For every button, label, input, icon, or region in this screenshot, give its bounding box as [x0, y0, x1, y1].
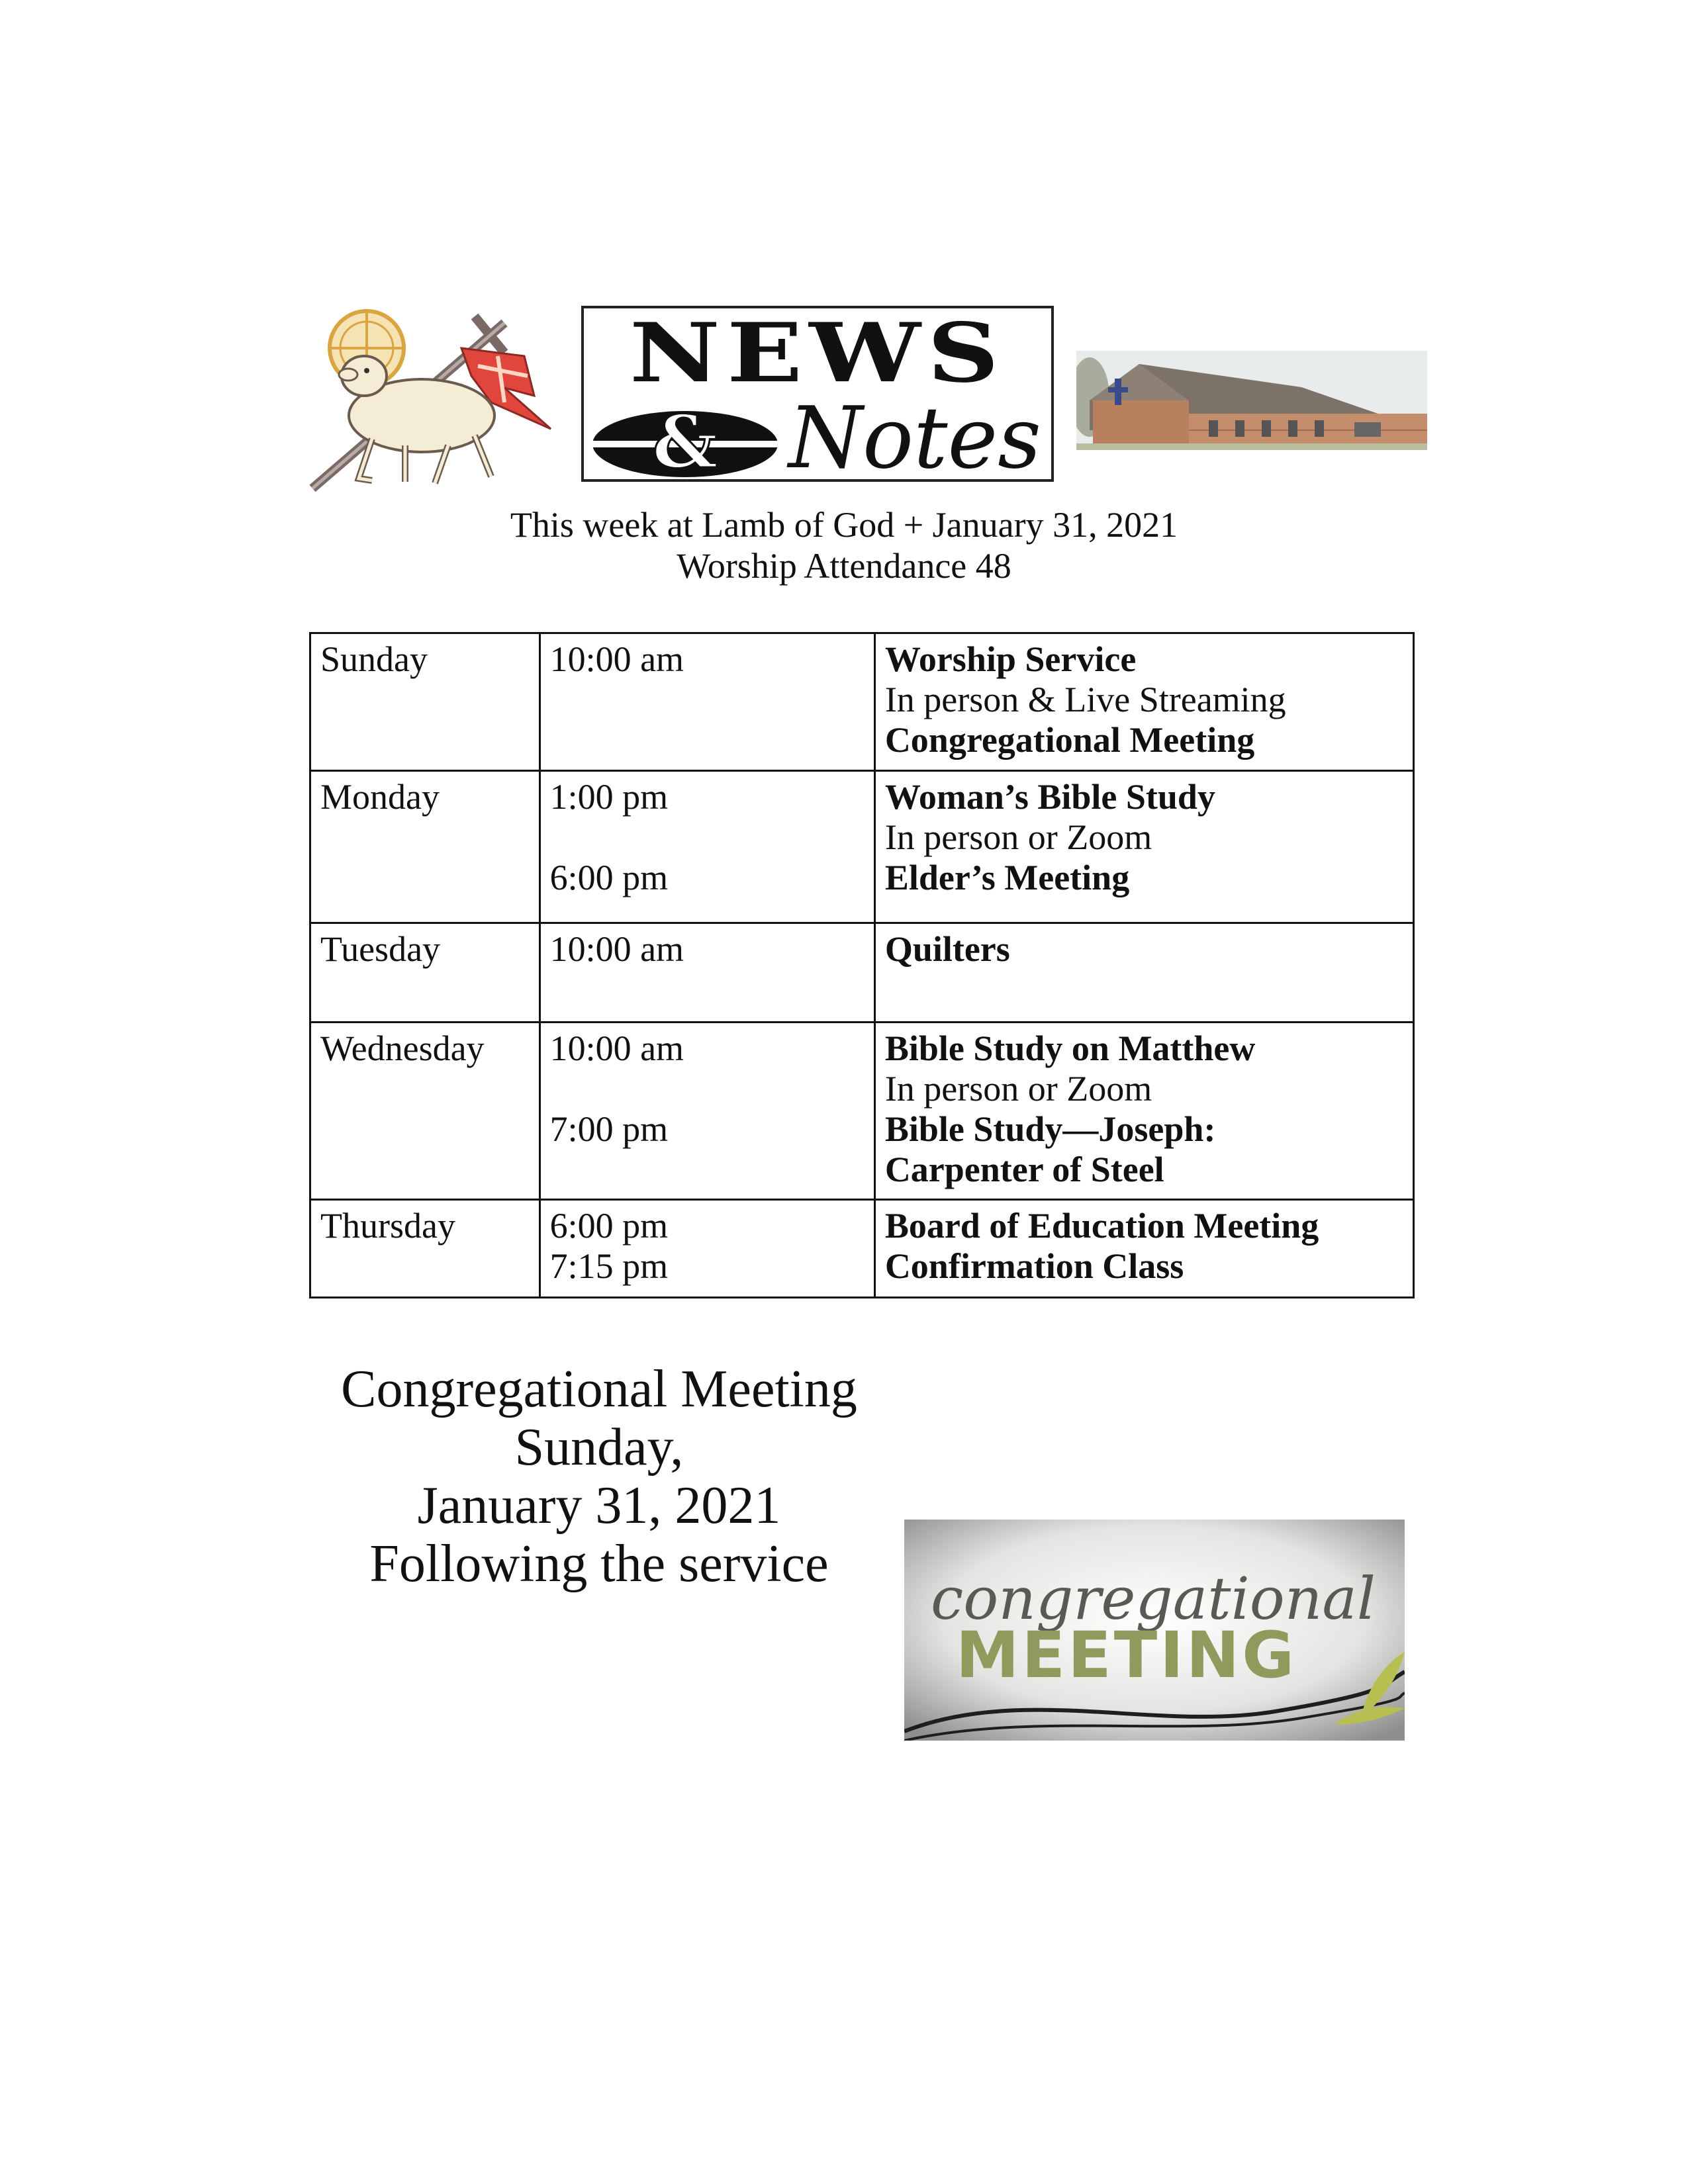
week-heading: This week at Lamb of God + January 31, 2021: [510, 505, 1178, 545]
table-row: [310, 1200, 1414, 1298]
event-title: Woman’s Bible Study: [884, 777, 1215, 817]
day-cell: Wednesday: [310, 1023, 540, 1200]
time-cell: [539, 923, 874, 1023]
event-title: Carpenter of Steel: [884, 1150, 1164, 1189]
event-title: Worship Service: [884, 639, 1137, 679]
news-and-notes-masthead: [581, 306, 1054, 482]
time-cell: [539, 633, 874, 771]
day-cell: Monday: [310, 771, 540, 923]
table-row: [310, 923, 1414, 1023]
day-cell: Sunday: [310, 633, 540, 771]
time-entry: 10:00 am: [549, 929, 684, 969]
event-title: Board of Education Meeting: [884, 1206, 1319, 1246]
event-title: Elder’s Meeting: [884, 858, 1130, 897]
table-row: [310, 771, 1414, 923]
congregational-meeting-banner: [904, 1520, 1405, 1741]
event-title: Confirmation Class: [884, 1246, 1184, 1286]
notice-title: Congregational Meeting: [341, 1360, 857, 1418]
event-title: Congregational Meeting: [884, 720, 1255, 760]
time-entry: 1:00 pm: [549, 777, 669, 817]
ampersand-oval-icon: [589, 408, 781, 480]
time-spacer: [550, 1069, 865, 1109]
event-cell: [874, 771, 1413, 923]
time-entry: 6:00 pm: [549, 858, 669, 897]
time-entry: 6:00 pm: [549, 1206, 669, 1246]
church-building-photo: [1076, 351, 1427, 450]
banner-block-word: MEETING: [956, 1618, 1297, 1692]
event-cell: [874, 1200, 1413, 1298]
masthead-news-word: NEWS: [629, 306, 1006, 401]
notice-date: January 31, 2021: [417, 1477, 781, 1535]
table-row: [310, 1023, 1414, 1200]
notice-day: Sunday,: [514, 1418, 684, 1477]
time-cell: [539, 1200, 874, 1298]
event-title: Quilters: [884, 929, 1010, 969]
svg-text:&: &: [652, 408, 718, 480]
banner-script-word: congregational: [931, 1565, 1376, 1633]
time-cell: [539, 1023, 874, 1200]
worship-attendance: Worship Attendance 48: [677, 546, 1011, 586]
lamb-of-god-logo: [306, 303, 557, 495]
event-cell: [874, 1023, 1413, 1200]
event-detail: In person & Live Streaming: [884, 680, 1286, 719]
event-cell: [874, 633, 1413, 771]
weekly-schedule-table: [309, 632, 1415, 1298]
time-entry: 10:00 am: [549, 1028, 684, 1068]
day-cell: Tuesday: [310, 923, 540, 1023]
event-title: Bible Study—Joseph:: [884, 1109, 1216, 1149]
event-detail: In person or Zoom: [884, 817, 1152, 857]
time-spacer: [550, 817, 865, 858]
notice-time: Following the service: [369, 1535, 829, 1593]
time-entry: 7:00 pm: [549, 1109, 669, 1149]
time-entry: 7:15 pm: [549, 1246, 669, 1286]
day-cell: Thursday: [310, 1200, 540, 1298]
event-cell: [874, 923, 1413, 1023]
time-cell: [539, 771, 874, 923]
time-entry: 10:00 am: [549, 639, 684, 679]
table-row: [310, 633, 1414, 771]
masthead-notes-word: Notes: [788, 389, 1041, 482]
event-detail: In person or Zoom: [884, 1069, 1152, 1109]
event-title: Bible Study on Matthew: [884, 1028, 1256, 1068]
